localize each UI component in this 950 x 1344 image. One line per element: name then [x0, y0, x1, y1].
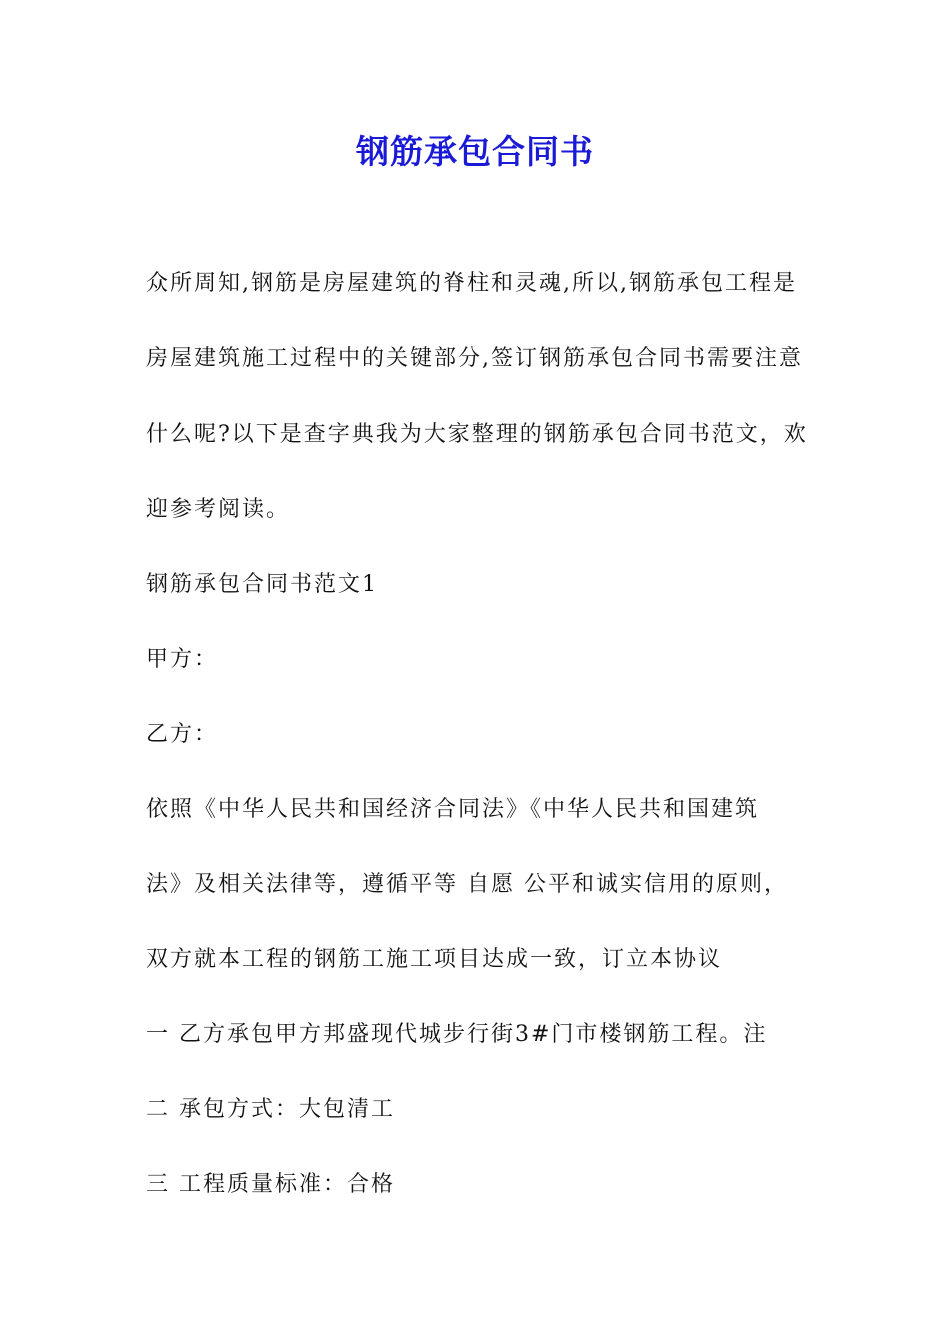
paragraph-line-10: 双方就本工程的钢筋工施工项目达成一致，订立本协议 — [146, 947, 723, 972]
clause-one: 一 乙方承包甲方邦盛现代城步行街3#门市楼钢筋工程。注 — [146, 1022, 768, 1047]
clause-three: 三 工程质量标准：合格 — [146, 1172, 395, 1197]
section-heading: 钢筋承包合同书范文1 — [146, 572, 378, 597]
paragraph-line-8: 依照《中华人民共和国经济合同法》《中华人民共和国建筑 — [146, 797, 760, 822]
paragraph-line-1: 众所周知,钢筋是房屋建筑的脊柱和灵魂,所以,钢筋承包工程是 — [146, 271, 797, 296]
paragraph-line-9: 法》及相关法律等，遵循平等 自愿 公平和诚实信用的原则， — [146, 872, 788, 897]
paragraph-line-3: 什么呢?以下是查字典我为大家整理的钢筋承包合同书范文，欢 — [146, 422, 808, 447]
party-b-label: 乙方： — [146, 722, 219, 747]
paragraph-line-2: 房屋建筑施工过程中的关键部分,签订钢筋承包合同书需要注意 — [146, 346, 803, 371]
document-title: 钢筋承包合同书 — [356, 132, 594, 171]
clause-two: 二 承包方式：大包清工 — [146, 1097, 395, 1122]
party-a-label: 甲方： — [146, 647, 219, 672]
paragraph-line-4: 迎参考阅读。 — [146, 497, 291, 522]
